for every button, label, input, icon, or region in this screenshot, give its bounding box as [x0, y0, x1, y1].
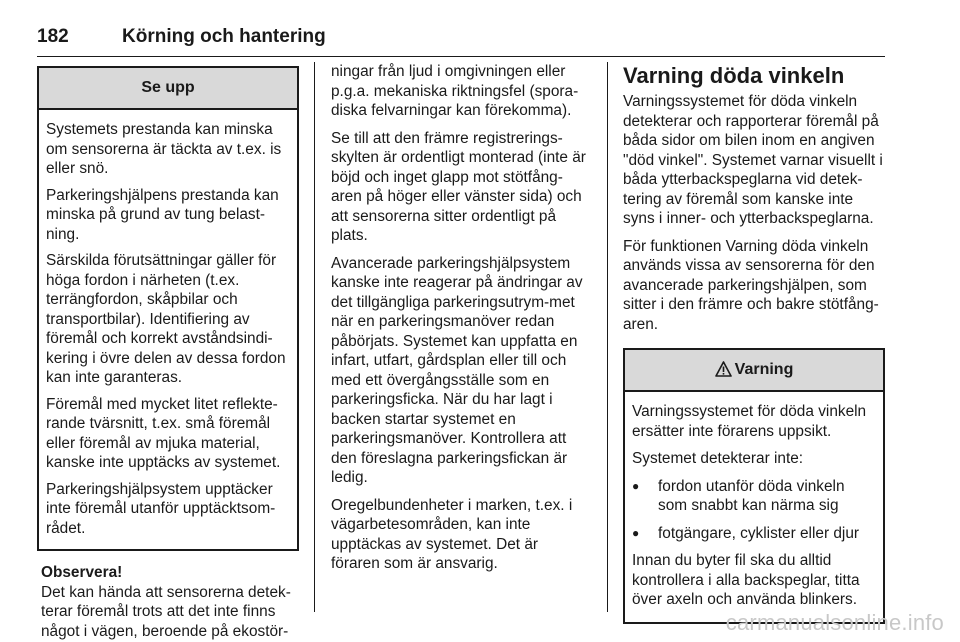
warning-box-body [625, 392, 883, 622]
warning-detect-label: Systemet detekterar inte: [632, 450, 804, 467]
warning-outro: Innan du byter fil ska du alltid kontrollera i alla backspeglar, titta över axeln och använda blinkers. [632, 552, 860, 608]
caution-paragraph: Parkeringshjälpsystem upptäcker inte föremål utanför upptäcktsom-rådet. [46, 480, 276, 537]
watermark: carmanualsonline.info [725, 610, 944, 635]
caution-paragraph: Systemets prestanda kan minska om sensorerna är täckta av t.ex. is eller snö. [46, 121, 282, 177]
note-title: Observera! [41, 564, 123, 581]
list-item: ● fordon utanför döda vinkeln som snabbt kan närma sig [632, 477, 874, 516]
caution-box [37, 66, 299, 551]
caution-box-body [39, 110, 297, 549]
body-paragraph: Avancerade parkeringshjälpsystem kanske inte reagerar på ändringar av det tillgängliga parkeringsutrym-met när en parkeringsmanöver redan påbörjats. Systemet kan uppfatta en infart, utfart, gårdsplan eller till och med ett övergångsställe som en parkeringsficka. När du har lagt i backen startar systemet en parkeringsmanöver. Kontrollera att den föreslagna parkeringsfickan är ledig. [331, 254, 583, 486]
body-paragraph: ningar från ljud i omgivningen eller p.g.a. mekaniska riktningsfel (spora-diska felvarningar kan förekomma). [331, 63, 579, 119]
section-heading: Varning döda vinkeln [623, 63, 845, 88]
caution-box-title: Se upp [39, 68, 297, 110]
chapter-title: Körning och hantering [122, 26, 326, 47]
caution-paragraph: Särskilda förutsättningar gäller för höga fordon i närheten (t.ex. terrängfordon, skåpbilar och transportbilar). Identifiering av föremål och korrekt avståndsindi-kering i övre delen av dessa fordon kan inte garanteras. [46, 252, 286, 386]
warning-triangle-icon [715, 360, 732, 380]
column-1 [37, 66, 299, 641]
body-paragraph: Oregelbundenheter i marken, t.ex. i vägarbetesområden, kan inte upptäckas av systemet. Det är föraren som är ansvarig. [331, 496, 573, 572]
caution-paragraph: Föremål med mycket litet reflekte-rande tvärsnitt, t.ex. små föremål eller föremål av mjuka material, kanske inte upptäcks av systemet. [46, 395, 281, 471]
column-2 [331, 62, 591, 582]
column-3 [623, 62, 885, 624]
list-item: ● fotgängare, cyklister eller djur [632, 524, 874, 544]
section-paragraph: Varningssystemet för döda vinkeln detekterar och rapporterar föremål på båda sidor om bilen inom en angiven "död vinkel". Systemet varnar visuellt i båda ytterbackspeglarna vid detek-tering av föremål som kanske inte syns i inner- och ytterbackspeglarna. [623, 93, 883, 227]
column-divider-2 [607, 62, 608, 612]
body-paragraph: Se till att den främre registrerings-skylten är ordentligt monterad (inte är böjd och inget glapp mot stötfång-aren på höger eller vänster sida) och att sensorerna sitter ordentligt på plats. [331, 129, 586, 244]
column-divider-1 [314, 62, 315, 612]
warning-box [623, 348, 885, 624]
warning-bullet-list [632, 477, 874, 544]
note-text: Det kan hända att sensorerna detek-terar föremål trots att det inte finns något i vägen, beroende på ekostör- [41, 583, 291, 640]
warning-box-title: Varning [734, 361, 794, 379]
caution-paragraph: Parkeringshjälpens prestanda kan minska på grund av tung belast-ning. [46, 186, 279, 243]
page-number: 182 [37, 26, 69, 47]
section-paragraph: För funktionen Varning döda vinkeln används vissa av sensorerna för den avancerade parkeringshjälpen, som sitter i den främre och bakre stötfång-aren. [623, 237, 879, 333]
warning-box-header [625, 350, 883, 392]
page-header [37, 16, 885, 57]
warning-intro: Varningssystemet för döda vinkeln ersätter inte förarens uppsikt. [632, 403, 867, 440]
